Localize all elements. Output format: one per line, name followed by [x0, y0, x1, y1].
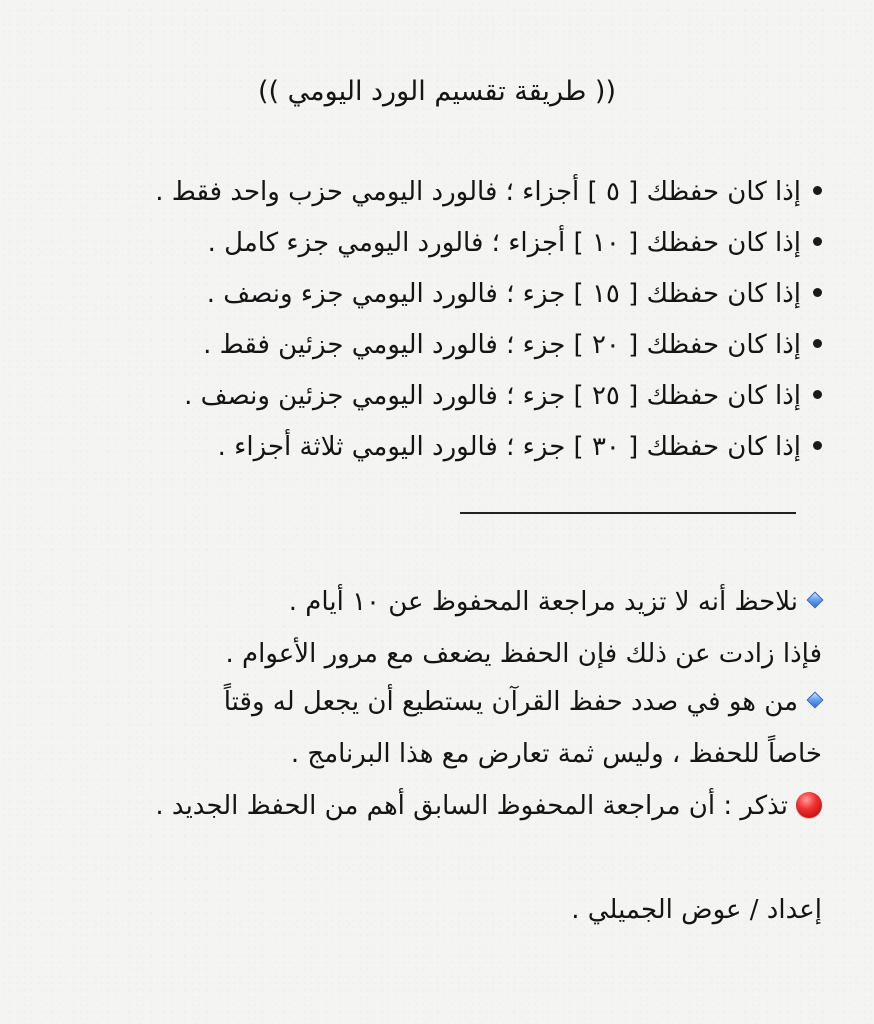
blue-diamond-icon: [808, 693, 822, 707]
reminder-text: تذكر : أن مراجعة المحفوظ السابق أهم من الحفظ الجديد .: [155, 791, 788, 821]
list-item: [40, 427, 822, 467]
list-item: [40, 172, 822, 212]
note-line: [40, 734, 822, 774]
note-text: نلاحظ أنه لا تزيد مراجعة المحفوظ عن ١٠ أيام .: [288, 587, 798, 617]
author-text: إعداد / عوض الجميلي .: [571, 895, 822, 925]
note-text: فإذا زادت عن ذلك فإن الحفظ يضعف مع مرور الأعوام .: [225, 639, 822, 669]
list-item: [40, 274, 822, 314]
list-item-text: إذا كان حفظك [ ٣٠ ] جزء ؛ فالورد اليومي ثلاثة أجزاء .: [217, 432, 801, 462]
list-item-text: إذا كان حفظك [ ١٥ ] جزء ؛ فالورد اليومي جزء ونصف .: [206, 279, 801, 309]
note-line: [40, 682, 822, 722]
author-credit: [40, 890, 822, 930]
red-circle-icon: [796, 792, 822, 818]
list-item-text: إذا كان حفظك [ ٢٥ ] جزء ؛ فالورد اليومي جزئين ونصف .: [184, 381, 801, 411]
bullet-icon: [813, 390, 822, 399]
note-line: [40, 634, 822, 674]
list-item: [40, 376, 822, 416]
list-item-text: إذا كان حفظك [ ٥ ] أجزاء ؛ فالورد اليومي حزب واحد فقط .: [155, 177, 801, 207]
bullet-icon: [813, 441, 822, 450]
note-text: خاصاً للحفظ ، وليس ثمة تعارض مع هذا البرنامج .: [290, 739, 822, 769]
blue-diamond-icon: [808, 593, 822, 607]
list-item-text: إذا كان حفظك [ ٢٠ ] جزء ؛ فالورد اليومي جزئين فقط .: [203, 330, 801, 360]
page-title: (( طريقة تقسيم الورد اليومي )): [258, 76, 616, 107]
bullet-icon: [813, 288, 822, 297]
note-line: [40, 582, 822, 622]
bullet-icon: [813, 237, 822, 246]
bullet-icon: [813, 186, 822, 195]
list-item: [40, 223, 822, 263]
reminder-line: [40, 786, 822, 826]
bullet-icon: [813, 339, 822, 348]
note-text: من هو في صدد حفظ القرآن يستطيع أن يجعل له وقتاً: [223, 687, 798, 717]
list-item-text: إذا كان حفظك [ ١٠ ] أجزاء ؛ فالورد اليومي جزء كامل .: [207, 228, 801, 258]
divider: [460, 512, 796, 514]
list-item: [40, 325, 822, 365]
